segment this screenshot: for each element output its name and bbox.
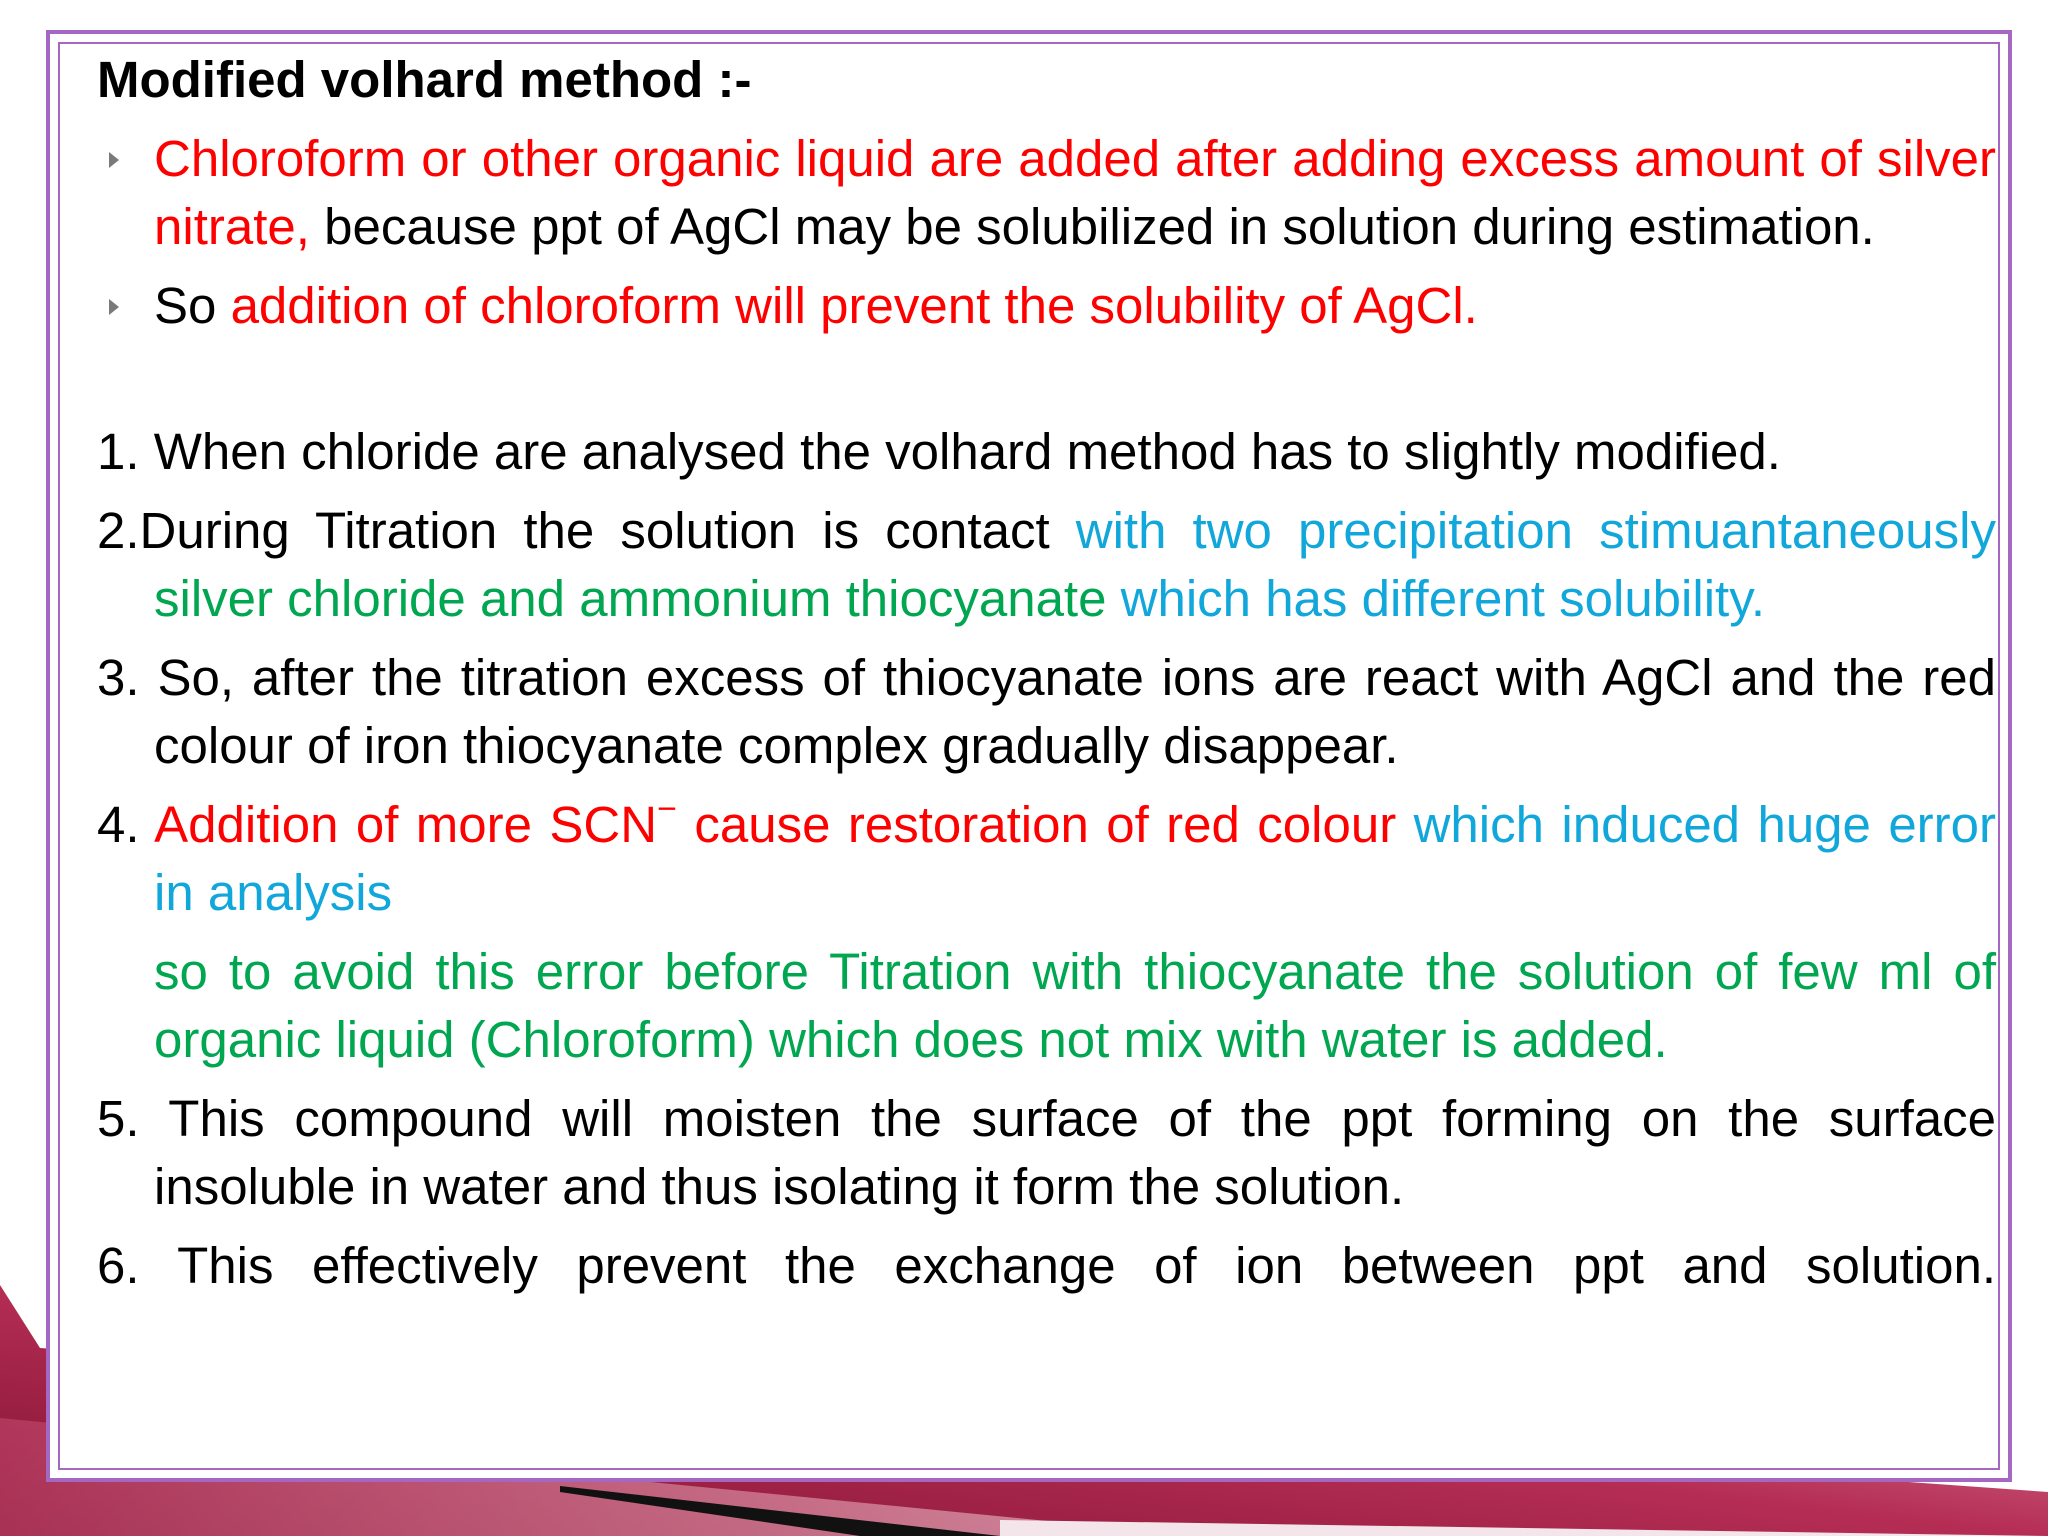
point-4-red-text-end: cause restoration of red colour: [676, 796, 1397, 853]
point-4-red-text: Addition of more SCN: [154, 796, 658, 853]
point-2-blue-text: with two precipitation stimuantaneously: [1075, 502, 1996, 559]
point-3: 3. So, after the titration excess of thiocyanate ions are react with AgCl and the red colour of iron thiocyanate complex gradually disappear.: [97, 649, 1996, 774]
superscript-minus: −: [657, 790, 677, 828]
triangle-bullet-icon: [109, 152, 119, 168]
slide-title: Modified volhard method :-: [97, 51, 752, 108]
bullet-text-red: addition of chloroform will prevent the solubility of AgCl.: [230, 277, 1478, 334]
point-2: [97, 497, 1996, 633]
point-2-text: 2.During Titration the solution is contact: [97, 502, 1076, 559]
bullet-text: So: [154, 277, 231, 334]
point-4-continuation: so to avoid this error before Titration with thiocyanate the solution of few ml of organic liquid (Chloroform) which does not mix with water is added.: [154, 943, 1996, 1068]
point-5: 5. This compound will moisten the surface of the ppt forming on the surface insoluble in water and thus isolating it form the solution.: [97, 1090, 1996, 1215]
bullet-text-red: Chloroform or other organic liquid are added after adding excess amount of silver nitrate,: [154, 130, 1996, 255]
point-1: 1. When chloride are analysed the volhard method has to slightly modified.: [97, 423, 1781, 480]
point-2-blue-text-end: which has different solubility.: [1106, 570, 1766, 627]
point-4: [97, 791, 1996, 927]
point-6: 6. This effectively prevent the exchange of ion between ppt and solution.: [97, 1237, 1996, 1294]
triangle-bullet-icon: [109, 299, 119, 315]
point-4-blue-text: which induced huge error in analysis: [154, 796, 1996, 921]
point-2-green-text: silver chloride and ammonium thiocyanate: [154, 570, 1107, 627]
point-4-prefix: 4.: [97, 796, 155, 853]
slide-content: [97, 46, 1996, 1300]
bullet-chloroform-addition: [97, 125, 1996, 261]
bullet-text: because ppt of AgCl may be solubilized in solution during estimation.: [309, 198, 1875, 255]
bullet-prevent-solubility: [97, 272, 1996, 340]
